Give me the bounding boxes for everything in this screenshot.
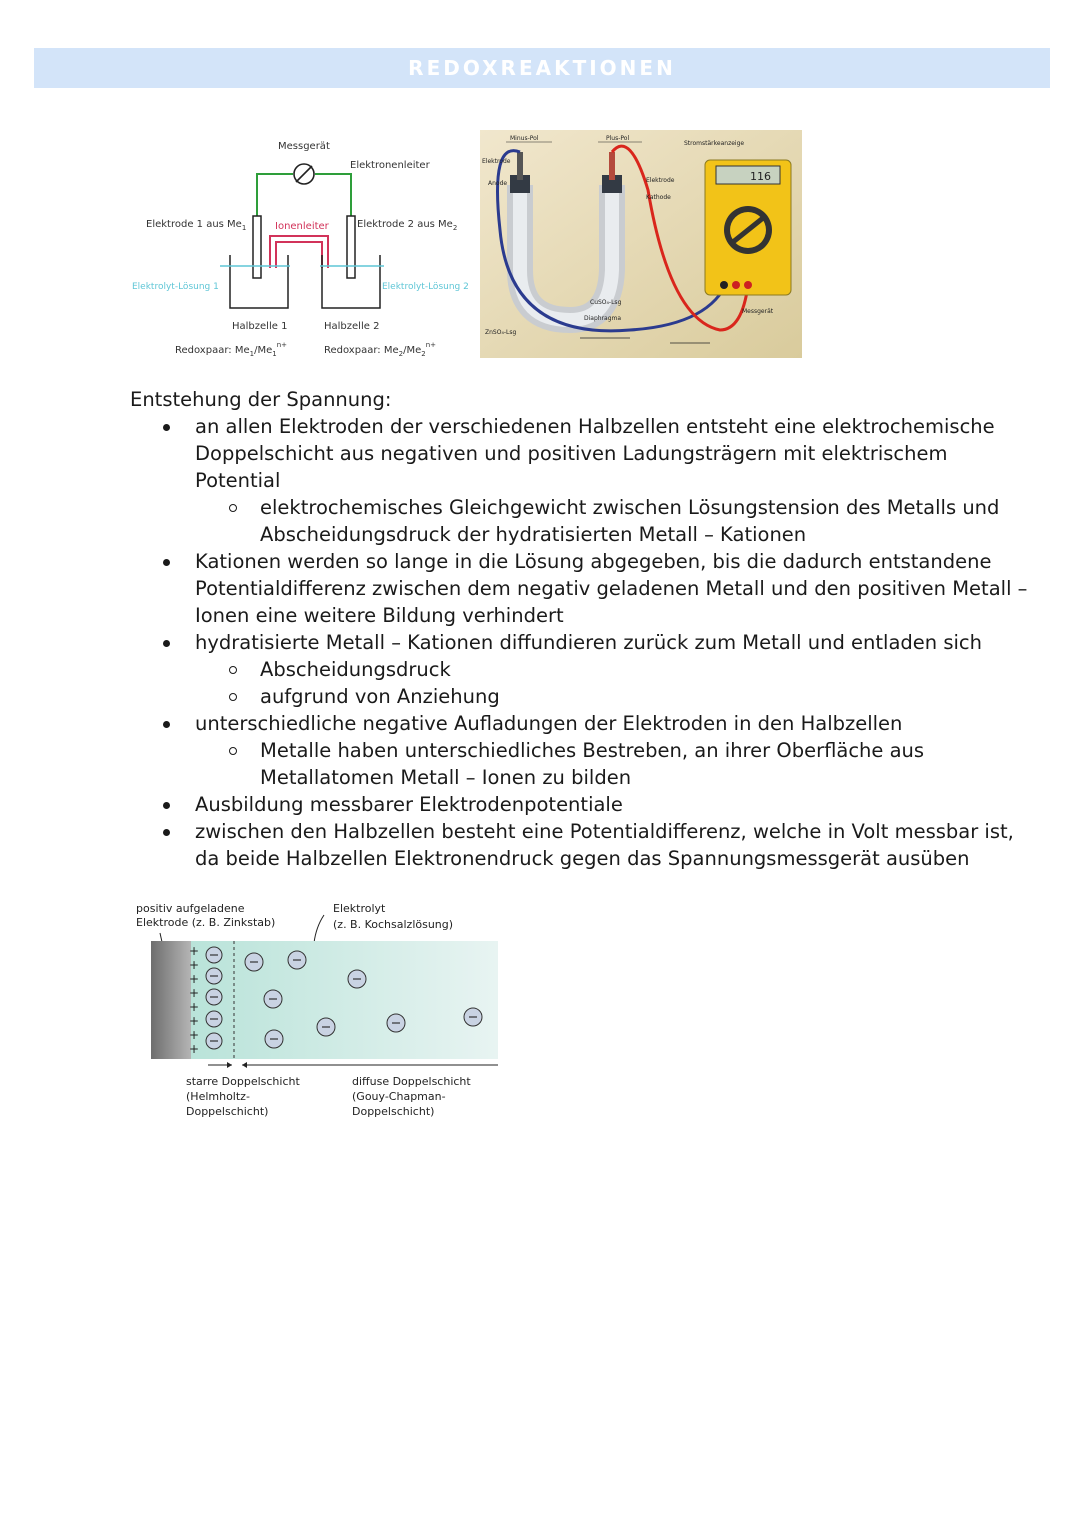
sub-list-item: Abscheidungsdruck (130, 656, 1030, 683)
list-item: an allen Elektroden der verschiedenen Halbzellen entsteht eine elektrochemische Doppelschicht aus negativen und positiven Ladungsträgern mit elektrischem Potential (130, 413, 1030, 494)
sub-list-item: Metalle haben unterschiedliches Bestreben, an ihrer Oberfläche aus Metallatomen Metall – Ionen zu bilden (130, 737, 1030, 791)
list-item: Kationen werden so lange in die Lösung abgegeben, bis die dadurch entstandene Potentialdifferenz zwischen dem negativ geladenen Metall und den positiven Metall – Ionen eine weitere Bildung verhindert (130, 548, 1030, 629)
list-item: unterschiedliche negative Aufladungen der Elektroden in den Halbzellen (130, 710, 1030, 737)
svg-text:+: + (189, 972, 200, 986)
label-elektrode-right: Elektrode (646, 177, 675, 184)
multimeter-display: 116 (750, 170, 771, 183)
label-plus-pol: Plus-Pol (606, 135, 630, 142)
svg-text:+: + (189, 986, 200, 1000)
svg-text:+: + (189, 1000, 200, 1014)
electron-conductor-wire (257, 174, 293, 216)
label-starre-1: starre Doppelschicht (186, 1075, 300, 1088)
salt-bridge (270, 236, 328, 268)
label-elektrode-left: Elektrode (482, 158, 511, 165)
label-electrode-1: positiv aufgeladene (136, 902, 245, 915)
doppelschicht-diagram (128, 895, 508, 1130)
label-diffus-2: (Gouy-Chapman- (352, 1090, 446, 1103)
label-electrode-2: Elektrode (z. B. Zinkstab) (136, 916, 276, 929)
label-diffus-1: diffuse Doppelschicht (352, 1075, 471, 1088)
svg-text:+: + (189, 958, 200, 972)
svg-text:+: + (189, 944, 200, 958)
halbzellen-diagram (128, 128, 488, 368)
list-item: zwischen den Halbzellen besteht eine Potentialdifferenz, welche in Volt messbar ist, da beide Halbzellen Elektronendruck gegen das Spannungsmessgerät ausüben (130, 818, 1030, 872)
electrode-bar (151, 941, 191, 1059)
header-banner (34, 48, 1050, 88)
label-elektrode2: Elektrode 2 aus $Me_2$ (357, 219, 458, 232)
svg-text:+: + (189, 1028, 200, 1042)
label-halbzelle1: Halbzelle 1 (232, 321, 288, 332)
daniell-apparatus-photo (480, 130, 802, 358)
page-title: REDOXREAKTIONEN (408, 56, 676, 80)
label-ionenleiter: Ionenleiter (275, 221, 329, 232)
label-halbzelle2: Halbzelle 2 (324, 321, 380, 332)
label-cuso4: CuSO₄-Lsg (590, 299, 622, 306)
section-heading: Entstehung der Spannung: (130, 388, 392, 411)
label-redoxpaar2: Redoxpaar: $Me_2/Me_2^{n+}$ (324, 341, 437, 358)
label-electrolyte-2: (z. B. Kochsalzlösung) (333, 918, 454, 931)
sub-list-item: elektrochemisches Gleichgewicht zwischen Lösungstension des Metalls und Abscheidungsdruck der hydratisierten Metall – Kationen (130, 494, 1030, 548)
label-messgeraet-photo: Messgerät (742, 308, 774, 315)
electrode-2 (347, 216, 355, 278)
label-minus-pol: Minus-Pol (510, 135, 539, 142)
label-znso4: ZnSO₄-Lsg (485, 329, 517, 336)
label-starre-2: (Helmholtz- (186, 1090, 250, 1103)
list-item: Ausbildung messbarer Elektrodenpotentiale (130, 791, 1030, 818)
label-diffus-3: Doppelschicht) (352, 1105, 435, 1118)
svg-text:+: + (189, 1042, 200, 1056)
electrode-1 (253, 216, 261, 278)
label-stromanzeige: Stromstärkeanzeige (684, 140, 745, 147)
sub-list-item: aufgrund von Anziehung (130, 683, 1030, 710)
label-anode: Anode (488, 180, 508, 187)
label-elektrolyt2: Elektrolyt-Lösung 2 (382, 282, 469, 292)
label-redoxpaar1: Redoxpaar: $Me_1/Me_1^{n+}$ (175, 341, 288, 358)
svg-text:+: + (189, 1014, 200, 1028)
label-kathode: Kathode (646, 194, 671, 201)
label-elektrolyt1: Elektrolyt-Lösung 1 (132, 282, 219, 292)
label-diaphragma: Diaphragma (584, 315, 622, 322)
label-electrolyte-1: Elektrolyt (333, 902, 386, 915)
bullet-list (130, 413, 1030, 872)
list-item: hydratisierte Metall – Kationen diffundieren zurück zum Metall und entladen sich (130, 629, 1030, 656)
label-starre-3: Doppelschicht) (186, 1105, 269, 1118)
label-messgeraet: Messgerät (278, 141, 330, 152)
electrolyte-area (190, 941, 498, 1059)
positive-charges (189, 944, 199, 1056)
label-elektrode1: Elektrode 1 aus $Me_1$ (146, 219, 247, 232)
main-text (130, 386, 1030, 872)
label-elektronenleiter: Elektronenleiter (350, 160, 430, 171)
